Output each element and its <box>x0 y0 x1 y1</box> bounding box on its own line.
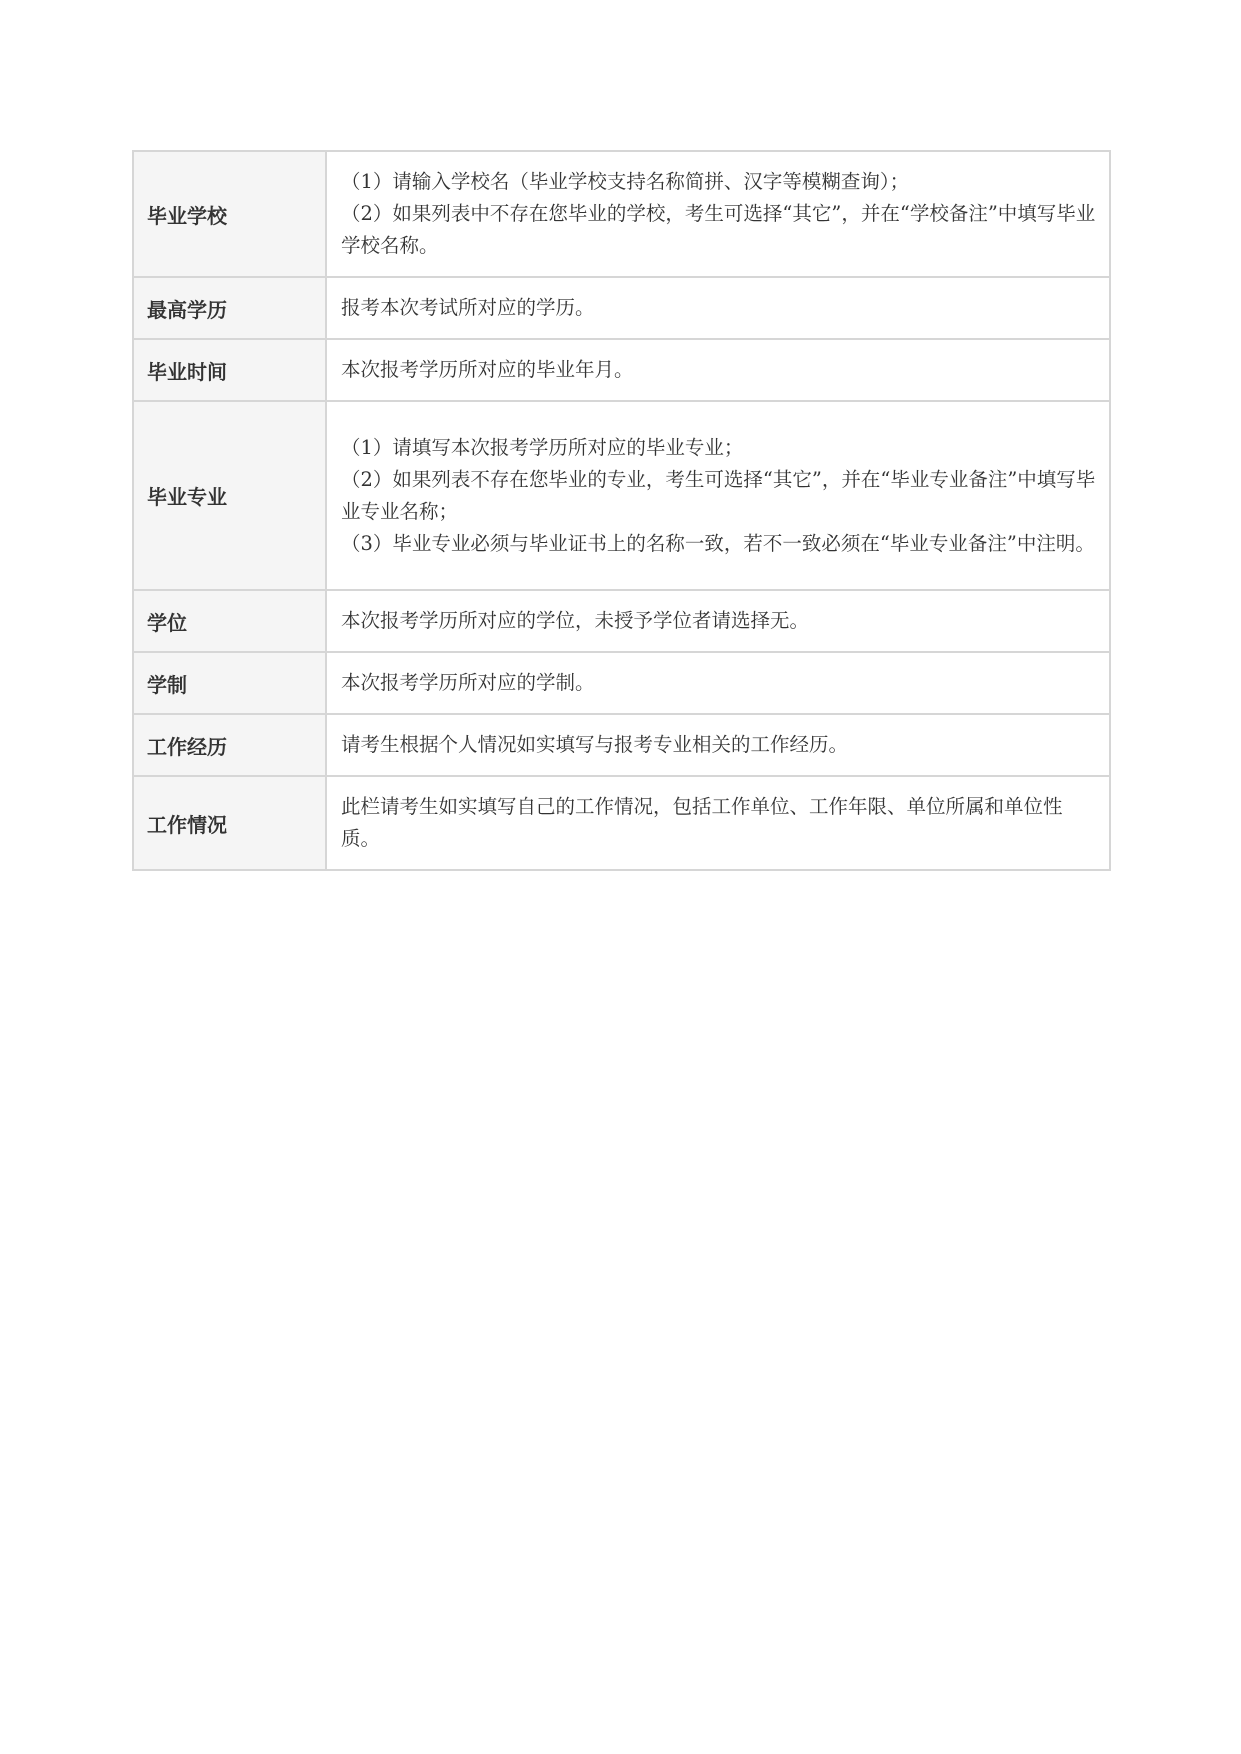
description-line: 本次报考学历所对应的毕业年月。 <box>341 358 634 381</box>
table-row <box>133 401 1110 590</box>
description-line: （1）请输入学校名（毕业学校支持名称简拼、汉字等模糊查询）； <box>341 170 910 193</box>
field-label: 毕业时间 <box>133 339 326 401</box>
description-line: 报考本次考试所对应的学历。 <box>341 296 595 319</box>
table-row <box>133 277 1110 339</box>
description-line: （3）毕业专业必须与毕业证书上的名称一致，若不一致必须在“毕业专业备注”中注明。 <box>341 531 1095 555</box>
table-row <box>133 652 1110 714</box>
field-description <box>326 151 1110 277</box>
table-row <box>133 590 1110 652</box>
field-description <box>326 714 1110 776</box>
field-description <box>326 277 1110 339</box>
table-row <box>133 339 1110 401</box>
field-description <box>326 652 1110 714</box>
field-description <box>326 776 1110 870</box>
description-line: 请考生根据个人情况如实填写与报考专业相关的工作经历。 <box>341 733 849 756</box>
field-description <box>326 339 1110 401</box>
field-description-table <box>132 150 1111 871</box>
description-line: 本次报考学历所对应的学位，未授予学位者请选择无。 <box>341 609 810 632</box>
table-row <box>133 714 1110 776</box>
table-row <box>133 776 1110 870</box>
description-line: （2）如果列表中不存在您毕业的学校，考生可选择“其它”，并在“学校备注”中填写毕业学校名称。 <box>341 202 1096 257</box>
field-label: 毕业学校 <box>133 151 326 277</box>
field-label: 学制 <box>133 652 326 714</box>
description-line: 本次报考学历所对应的学制。 <box>341 671 595 694</box>
field-label: 毕业专业 <box>133 401 326 590</box>
field-description <box>326 401 1110 590</box>
table-row <box>133 151 1110 277</box>
description-line: （1）请填写本次报考学历所对应的毕业专业； <box>341 435 744 459</box>
description-line: 此栏请考生如实填写自己的工作情况，包括工作单位、工作年限、单位所属和单位性质。 <box>341 795 1063 850</box>
field-label: 工作情况 <box>133 776 326 870</box>
field-label: 学位 <box>133 590 326 652</box>
field-label: 最高学历 <box>133 277 326 339</box>
field-description <box>326 590 1110 652</box>
description-line: （2）如果列表不存在您毕业的专业，考生可选择“其它”，并在“毕业专业备注”中填写毕业专业名称； <box>341 467 1096 523</box>
field-label: 工作经历 <box>133 714 326 776</box>
